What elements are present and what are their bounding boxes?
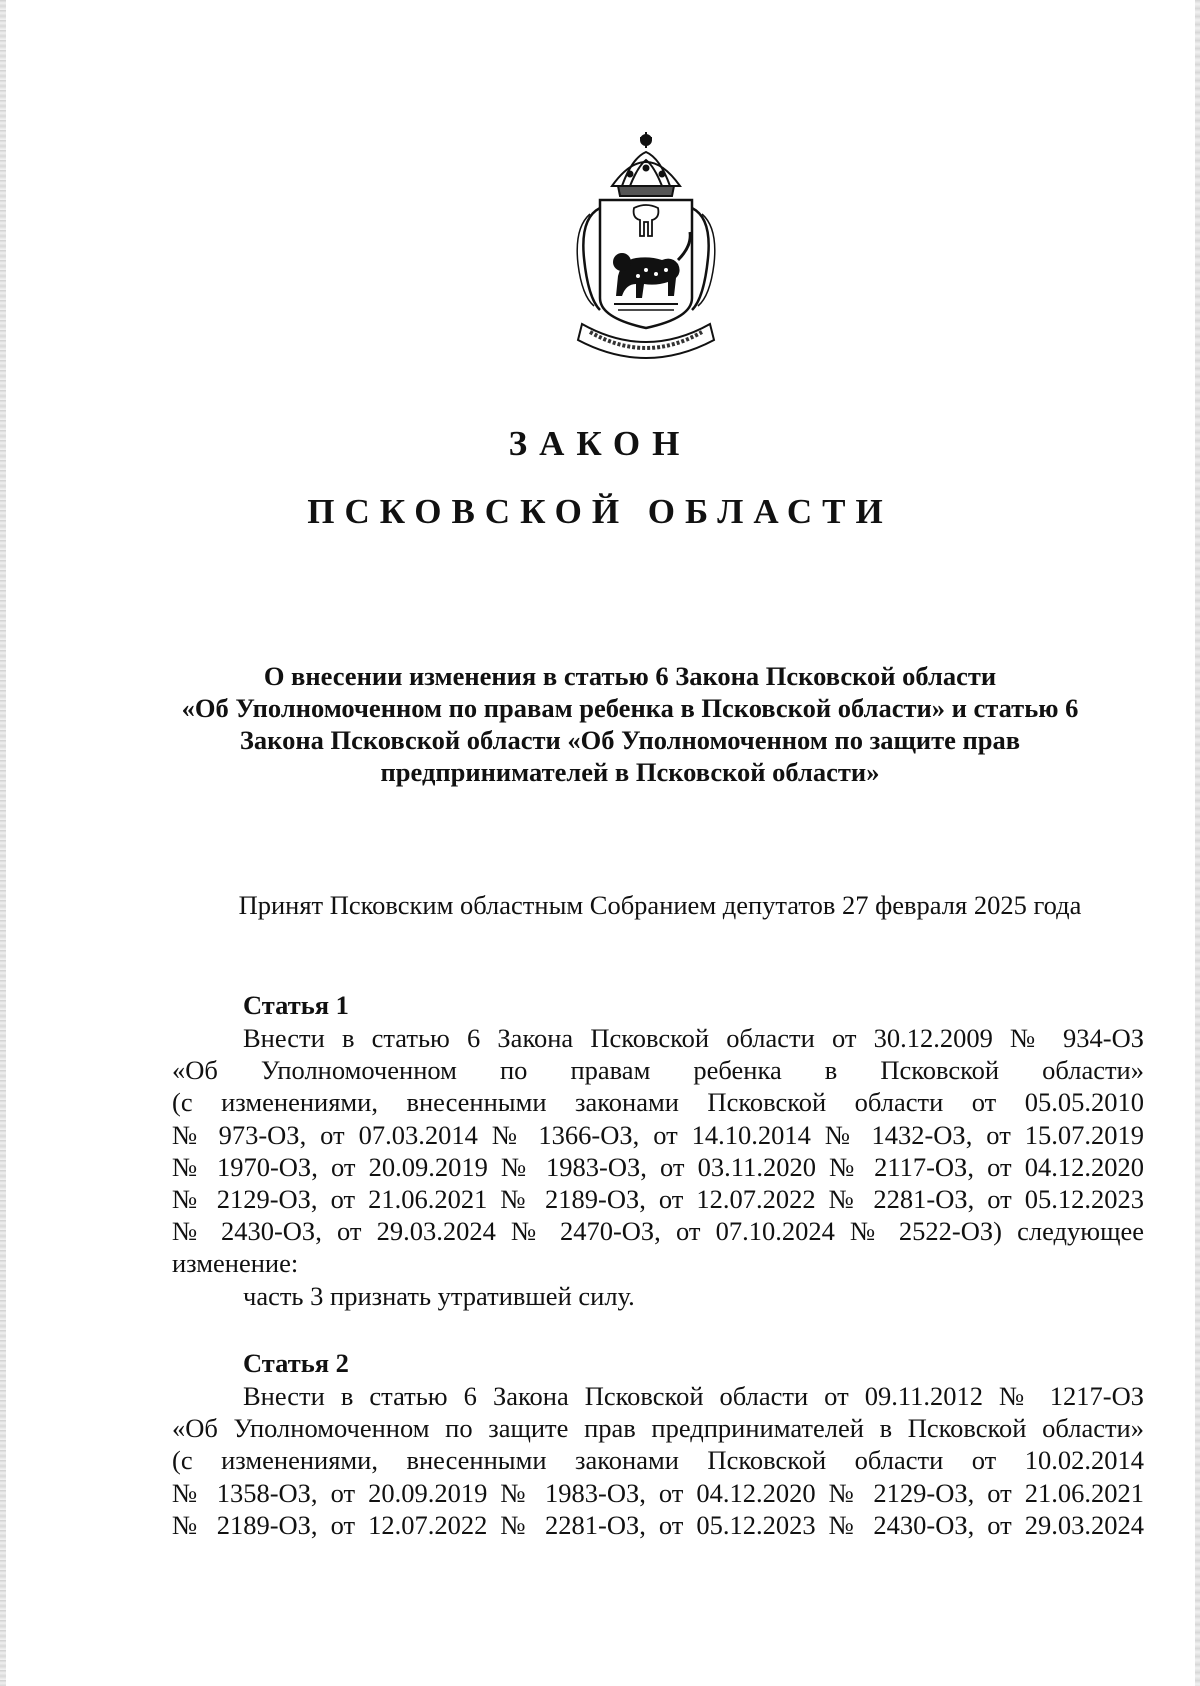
scan-edge-right [1195, 0, 1200, 1686]
coat-of-arms-icon [560, 128, 732, 368]
law-heading: ЗАКОН [508, 424, 692, 463]
law-title-line: предпринимателей в Псковской области» [380, 757, 880, 787]
law-title [160, 660, 1100, 788]
article-2-body [172, 1380, 1144, 1541]
article-1-line: № 973-ОЗ, от 07.03.2014 № 1366-ОЗ, от 14.10.2014 № 1432-ОЗ, от 15.07.2019 [172, 1119, 1144, 1150]
article-1-body [172, 1022, 1144, 1312]
scan-edge-left [0, 0, 6, 1686]
article-2-line: Внести в статью 6 Закона Псковской области от 09.11.2012 № 1217-ОЗ [243, 1381, 1144, 1411]
law-title-line: «Об Уполномоченном по правам ребенка в Псковской области» и статью 6 [181, 693, 1079, 723]
law-title-line: О внесении изменения в статью 6 Закона Псковской области [263, 661, 997, 691]
region-heading: ПСКОВСКОЙ ОБЛАСТИ [307, 492, 893, 531]
article-1-clause: часть 3 признать утратившей силу. [243, 1280, 635, 1311]
article-1-line: Внести в статью 6 Закона Псковской области от 30.12.2009 № 934-ОЗ [243, 1023, 1144, 1053]
article-1-heading: Статья 1 [243, 990, 349, 1020]
article-1-line: «Об Уполномоченном по правам ребенка в Псковской области» [172, 1055, 1144, 1086]
article-2-heading: Статья 2 [243, 1348, 349, 1378]
article-1-line: № 1970-ОЗ, от 20.09.2019 № 1983-ОЗ, от 03.11.2020 № 2117-ОЗ, от 04.12.2020 [172, 1151, 1144, 1182]
article-1-line: (с изменениями, внесенными законами Псковской области от 05.05.2010 [172, 1087, 1144, 1118]
article-1-line: № 2129-ОЗ, от 21.06.2021 № 2189-ОЗ, от 12.07.2022 № 2281-ОЗ, от 05.12.2023 [172, 1183, 1144, 1214]
law-title-line: Закона Псковской области «Об Уполномоченном по защите прав [239, 725, 1021, 755]
article-2-line: (с изменениями, внесенными законами Псковской области от 10.02.2014 [172, 1445, 1144, 1476]
article-2-line: № 2189-ОЗ, от 12.07.2022 № 2281-ОЗ, от 05.12.2023 № 2430-ОЗ, от 29.03.2024 [172, 1509, 1144, 1540]
article-1-line: изменение: [172, 1248, 299, 1279]
article-2-line: № 1358-ОЗ, от 20.09.2019 № 1983-ОЗ, от 04.12.2020 № 2129-ОЗ, от 21.06.2021 [172, 1477, 1144, 1508]
adoption-note: Принят Псковским областным Собранием депутатов 27 февраля 2025 года [238, 890, 1082, 920]
article-2-line: «Об Уполномоченном по защите прав предпринимателей в Псковской области» [172, 1413, 1144, 1444]
article-1-line: № 2430-ОЗ, от 29.03.2024 № 2470-ОЗ, от 07.10.2024 № 2522-ОЗ) следующее [172, 1216, 1144, 1247]
